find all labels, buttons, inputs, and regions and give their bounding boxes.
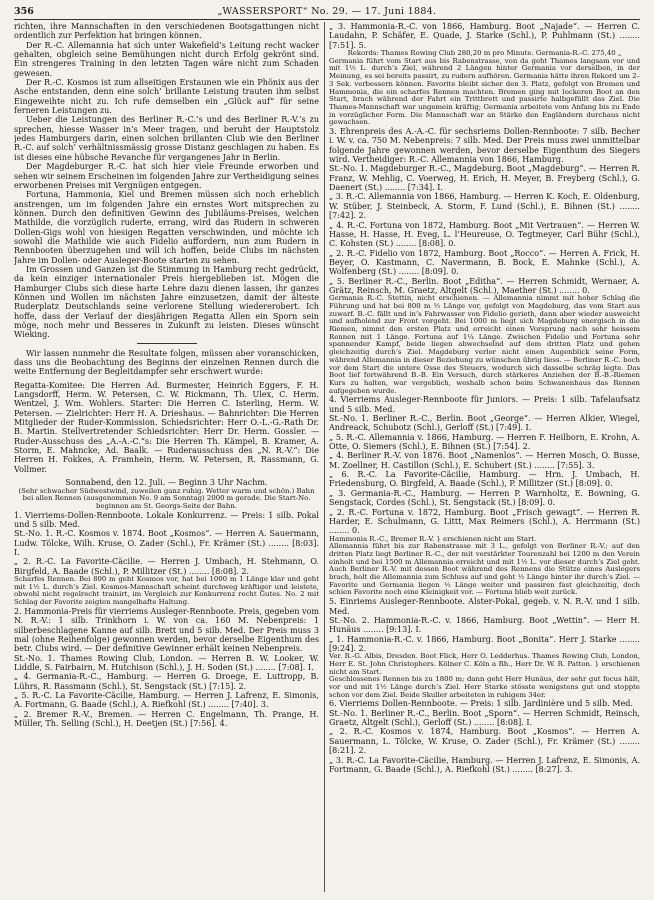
paragraph: „ 3. R.-C. Allemannia von 1866, Hamburg. — Herren K. Koch, E. Oldenburg, W. Stüber, J. Steinbeck, A. Storm, F. Lund (Schl.), E. Bihnen (St.) ........ [7:42]. 2.	[329, 192, 640, 221]
paragraph: St.-No. 1. Berliner R.-C., Berlin. Boot „Sporn“. — Herren Schmidt, Reinsch, Graetz, Altgelt (Schl.), Gerloff (St.) ........ [8:08]. I.	[329, 708, 640, 728]
paragraph: St.-No. 1. Magdeburger R.-C., Magdeburg. Boot „Magdeburg“. — Herren R. Franz, W. Mehlig, C. Voerweg, H. Erich, H. Meyer, B. Freyberg (Schl.), G. Daenert (St.) ........ [7:34]. I.	[329, 164, 640, 193]
paragraph: „ 5. Berliner R.-C., Berlin. Boot „Editha“. — Herren Schmidt, Wernaer, A. Grätz, Reinsch, M. Graetz, Altgelt (Schl.), Maether (St.) ........ 0.	[329, 276, 640, 295]
paragraph: 5. Einriems Ausleger-Rennboote. Alster-Pokal, gegeb. v. N. R.-V. und 1 silb. Med.	[329, 597, 640, 616]
paragraph: Der Magdeburger R.-C. hat sich hier viele Freunde erworben und sehen wir seinem Erscheinen im folgenden Jahre zur Vertheidigung seines erworbenen Preises mit Vergnügen entgegen.	[14, 162, 319, 190]
header-rule	[14, 19, 640, 20]
paragraph: Der R.-C. Allemannia hat sich unter Wakefield’s Leitung recht wacker gehalten, obgleich seine Bemühungen nicht durch Erfolg gekrönt sind. Ein strengeres Training in den letzten Tagen wäre nicht zum Schaden gewesen.	[14, 40, 319, 78]
paragraph: St.-No. 1. Thames Rowing Club, London. — Herren B. W. Looker, W. Liddle, S. Fairbairn, M. Hutchison (Schl.), J. H. Soden (St.) ........ [7:08]. I.	[14, 653, 319, 672]
paragraph: Germania führt vom Start aus bis Rabenstrasse, von da geht Thames langsam vor und mit 1½ L. durch’s Ziel, während 2 Längen hinter Germania vor derselben, in der Meinung, es sei bereits passirt, zu rudern aufhören. Germania hätte ihren Rekord um 2–3 Sek. verbessern können. Favorite bleibt sicher den 3. Platz, gefolgt von Bremen und Hammonia, die ein scharfes Rennen machten. Bremen ging mit lockeren Boot an den Start, brach während der Fahrt ein Trittbrett und passirte halbgefüllt das Ziel. Die Thames-Mannschaft war ungemein kräftig; Germania arbeitete vom Anfang bis zu Ende in vorzüglicher Form. Die Mannschaft war an Stärke den Engländern durchaus nicht gewachsen.	[329, 56, 640, 127]
paragraph: Der R.-C. Kosmos ist zum allseitigen Erstaunen wie ein Phönix aus der Asche entstanden, denn eine solch’ brillante Leistung trauten ihm selbst Eingeweihte nicht zu. Ich rufe demselben ein „Glück auf“ für seine ferneren Leistungen zu.	[14, 78, 319, 116]
right-column	[329, 22, 640, 894]
paragraph: richten, ihre Mannschaften in den verschiedenen Bootsgattungen nicht ordentlich zur Perfektion hat bringen können.	[14, 22, 319, 41]
paragraph: 1. Vierriems-Dollen-Rennboote. Lokale Konkurrenz. — Preis: 1 silb. Pokal und 5 silb. Med.	[14, 510, 319, 529]
paragraph: Allemannia führt bis zur Rabenstrasse mit 3 L., gefolgt von Berliner R.-V.; auf den dritten Platz liegt Berliner R.-C., der mit verstärkter Tourenzahl bei 1200 m den Verein einholt und bei 1500 m Allemannia erreicht und mit 1½ L. vor dieser durch’s Ziel geht. Auch Berliner R.-V. mit dessen Boot während des Rennens die Stütze eines Auslegers brach, holt die Allemannia zum Schluss auf und geht ½ Länge hinter ihr durch’s Ziel. — Favorite und Germania liegen ½ Länge weiter und passiren fast gleichzeitig, doch schien Favorite noch eine Kleinigkeit vor. — Fortuna blieb weit zurück.	[329, 542, 640, 597]
paragraph: „ 2. R.-C. Kosmos v. 1874, Hamburg. Boot „Kosmos“. — Herren A. Sauermann, L. Tölcke, W. Kruse, O. Zader (Schl.), Fr. Krämer (St.) ........ [8:21]. 2.	[329, 727, 640, 756]
paragraph: Wir lassen nunmehr die Resultate folgen, müssen aber voranschicken, dass uns die Beobachtung des Beginns der einzelnen Rennen durch die weite Entfernung der Begleitdampfer sehr erschwert wurde:	[14, 348, 319, 377]
paragraph: „ 4. R.-C. Fortuna von 1872, Hamburg. Boot „Mit Vertrauen“. — Herren W. Hasse, H. Hasse, H. Eveg, L. l’Heureuse, O. Tegtmeyer, Carl Bühr (Schl.), C. Kohsten (St.) ........ [8:08]. 0.	[329, 220, 640, 249]
paragraph: St.-No. 1. R.-C. Kosmos v. 1874. Boot „Kosmos“. — Herren A. Sauermann, Ludw. Tölcke, Wilh. Kruse, O. Zader (Schl.), Fr. Krämer (St.) ........ [8:03]. I.	[14, 529, 319, 557]
paragraph: Regatta-Komitee: Die Herren Ad. Burmester, Heinrich Eggers, F. H. Langsdorff, Herm. W. Petersen, C. W. Rickmann, Th. Ulex, C. Herm. Wentzel, J. Wm. Wohlers. Starter: Die Herren C. Isterling, Herm. W. Petersen. — Zielrichter: Herr H. A. Drieshaus. — Bahnrichter: Die Herren Mitglieder der Ruder-Kommission. Schiedsrichter: Herr O.-L.-G.-Rath Dr. B. Martin. Stellvertretender Schiedsrichter: Herr Dr. Herm. Gossler. — Ruder-Ausschuss des „A.-A.-C.“s: Die Herren Th. Kämpel, B. Kramer, A. Storm, E. Mahncke, Ad. Baalk. — Ruderausschuss des „N. R.-V.“: Die Herren H. Fokkes, A. Framhein, Herm. W. Petersen, R. Rassmann, G. Vollmer.	[14, 380, 319, 474]
section-separator	[137, 343, 197, 344]
page-number: 356	[14, 5, 34, 17]
paragraph: Sonnabend, den 12. Juli. — Beginn 3 Uhr Nachm.	[65, 478, 268, 488]
paragraph: Scharfes Rennen. Bei 800 m geht Kosmos vor, hat bei 1000 m 1 Länge klar und geht mit 1½ L. durch’s Ziel. Kosmos-Mannschaft scheint durchweg kräftiger und leistete, obwohl nicht regelrecht trainirt, im Vergleich zur Konkurrenz recht Gutes. No. 2 mit Schlag der Favorite zeigten mangelhafte Haltung.	[14, 575, 319, 607]
paragraph: Geschlossenes Rennen bis zu 1800 m; dann geht Herr Hunäus, der sehr gut focus hält, vor und mit 1½ Länge durch’s Ziel. Herr Starke stösste wenigstens gut und stoppte schon vor dem Ziel. Beide Skuller arbeiteten in ruhigem 34er.	[329, 675, 640, 699]
paragraph: „ 3. Germania-R.-C., Hamburg. — Herren P. Warnholtz, E. Bowning, G. Sengstack, Cordes (Schl.), St. Sengstack (St.) [8:09]. 0.	[329, 488, 640, 508]
paragraph: „ 5. R.-C. La Favorite-Cäcilie, Hamburg. — Herren J. Lafrenz, E. Simonis, A. Fortmann, G. Baade (Schl.), A. Riefkohl (St.) ........ [7:40]. 3.	[14, 690, 319, 710]
paragraph: Ueber die Leistungen des Berliner R.-C.’s und des Berliner R.-V.’s zu sprechen, hiesse Wasser in’s Meer tragen, und beruht der Hauptstolz jedes Hamburgers darin, einen solchen brillanten Club wie den Berliner R.-C. auf solch’ verhältnissmässig grosse Distanz geschlagen zu haben. Es ist dieses eine hübsche Revanche für vergangenes Jahr in Berlin.	[14, 115, 319, 162]
paragraph: „ 2. Bremer R.-V., Bremen. — Herren C. Engelmann, Th. Prange, H. Müller, Th. Selling (Schl.), H. Deetjen (St.) [7:56]. 4.	[14, 709, 319, 728]
paragraph: „ 4. Germania-R.-C., Hamburg. — Herren G. Droege, E. Luttropp, B. Lührs, R. Rassmann (Schl.), St. Sengstack (St.) [7:15]. 2.	[14, 672, 319, 691]
paragraph: Hammonia R.-C., Bremer R.-V. } erschienen nicht am Start.	[329, 534, 537, 543]
paragraph: „ 3. R.-C. La Favorite-Cäcilie, Hamburg. — Herren J. Lafrenz, E. Simonis, A. Fortmann, G. Baade (Schl.), A. Riefkohl (St.) ........ [8:27]. 3.	[329, 755, 640, 774]
paragraph: Rekords: Thames Rowing Club 280,20 m pro Minute. Germania-R.-C. 275,40 „	[347, 49, 622, 58]
paragraph: 6. Vierriems Dollen-Rennboote. — Preis: 1 silb. Jardinière und 5 silb. Med.	[329, 699, 633, 709]
paragraph: „ 2. R.-C. La Favorite-Cäcilie. — Herren J. Umbach, H. Stehmann, O. Birgfeld, A. Baade (Schl.), P. Millitzer (St.) ........ [8:08]. 2.	[14, 557, 319, 576]
paragraph: Im Grossen und Ganzen ist die Stimmung in Hamburg recht gedrückt, da kein einziger internationaler Preis hiergeblieben ist. Mögen die Hamburger Clubs sich diese harte Lehre dazu dienen lassen, ihr ganzes Können und Wollen im nächsten Jahre einzusetzen, damit der älteste Ruderplatz Deutschlands seine verlorene Stellung wiedererobert. Ich hoffe, dass der Verlauf der diesjährigen Regatta Allen ein Sporn sein möge, noch mehr und Besseres in Zukunft zu leisten. Dieses wünscht Wieking.	[14, 264, 319, 340]
page-header	[14, 4, 640, 18]
paragraph: „ 6. R.-C. La Favorite-Cäcilie, Hamburg. — Hrn. J. Umbach, H. Friedensburg, O. Birgfeld, A. Baade (Schl.), P. Millitzer (St.) [8:09]. 0.	[329, 470, 640, 489]
paragraph: „ 3. Hammonia-R.-C. von 1866, Hamburg. Boot „Najade“. — Herren C. Laudahn, P. Schäfer, E. Quade, J. Starke (Schl.), P. Puhlmann (St.) ........ [7:51]. 5.	[329, 22, 640, 50]
paragraph: (Sehr schwacher Südwestwind, zuweilen ganz ruhig. Wetter warm und schön.) Bahn bei allen Rennen (ausgenommen No. 9 am Sonntag) 2000 m gerade. Die Start-No. beginnen am St. Georgs-Seite der Bahn.	[18, 486, 315, 510]
paragraph: 4. Vierriems Ausleger-Rennboote für Juniors. — Preis: 1 silb. Tafelaufsatz und 5 silb. Med.	[329, 395, 640, 414]
paragraph: 2. Hammonia-Preis für vierriems Ausleger-Rennboote. Preis, gegeben vom N. R.-V.: 1 silb. Trinkhorn i. W. von ca. 160 M. Nebenpreis: 1 silberbeschlagene Kanne auf silb. Brett und 5 silb. Med. Der Preis muss 3 mal (ohne Reihenfolge) gewonnen werden, bevor derselbe Eigenthum des betr. Clubs wird. — Der definitive Gewinner erhält keinen Nebenpreis.	[14, 606, 319, 654]
left-column	[14, 22, 319, 894]
paragraph: „ 5. R.-C. Allemannia v. 1866, Hamburg. — Herren F. Heilborn, E. Krohn, A. Otte, O. Siemers (Schl.), E. Bihnen (St.) [7:54]. 2.	[329, 432, 640, 452]
paragraph: St.-No. 2. Hammonia-R.-C. v. 1866, Hamburg. Boot „Wettin“. — Herr H. Hunäus ........ [9:13]. I.	[329, 615, 640, 635]
paragraph: 3. Ehrenpreis des A.-A.-C. für sechsriems Dollen-Rennboote: 7 silb. Becher i. W. v. ca. 750 M. Nebenpreis: 7 silb. Med. Der Preis muss zwei unmittelbar folgende Jahre gewonnen werden, bevor derselbe Eigenthum des Siegers wird. Vertheidiger: R.-C. Allemannia von 1866, Hamburg.	[329, 127, 640, 165]
paragraph: Fortuna, Hammonia, Kiel und Bremen müssen sich noch erheblich anstrengen, um im folgenden Jahre ein ernstes Wort mitsprechen zu können. Durch den definitiven Gewinn des Jubiläums-Preises, welchen Mathilde, die vorzüglich ruderte, errang, wird das Rudern in schweren Dollen-Gigs wohl von hiesigen Regatten verschwinden, und möchte ich sowohl die Mathilde wie auch Fidelio auffordern, nun zum Rudern in Rennbooten überzugehen und will ich hoffen, beide Clubs im nächsten Jahre im Dollen- oder Ausleger-Boote starten zu sehen.	[14, 190, 319, 265]
paragraph: Germania R.-C. Stettin, nicht erschienen. — Allemannia nimmt mit hoher Schlag die Führung und hat bei 800 m ½ Länge vor, gefolgt von Magdeburg, das vom Start aus zuwarf. B.-C. fällt und in’s Fahrwasser von Fidelio gerieth, dann aber wieder ausweicht und aufholend zur Front vorgeht. Bei 1000 m liegt sich Magdeburg energisch in die Riemen, nimmt den ersten Platz und erreicht einen Vorsprung nach sehr heissem Rennen mit 1 Länge. Fortuna auf 1¼ Länge. Zwischen Fidelio und Fortuna sehr spannender Kampf, beide liegen abwechselnd auf dem dritten Platz und gehen gleichzeitig durch’s Ziel. Magdeburg verlor nicht einen Augenblick seine Form, während Allemannia in dieser Beziehung zu wünschen übrig liess. — Berliner R.-C. boch vor dem Start die untere Osse des Steuers, wodurch sich dasselbe schräg legte. Das Boot lief fortwährend B.-B. Ein Versuch, durch stärkeres Anziehen der B.-B.-Riemen Kurs zu halten, war vergeblich, weshalb schon beim Schwanenhaus das Rennen aufgegeben wurde.	[329, 294, 640, 395]
paragraph: St.-No. 1. Berliner R.-C., Berlin. Boot „George“. — Herren Alkier, Wiegel, Andreack, Schubotz (Schl.), Gerloff (St.) [7:49]. I.	[329, 414, 640, 433]
paragraph: Ver. R.-G. Albis, Dresden. Boot Flick, Herr O. Ledderhus. Thames Rowing Club, London, Herr E. St. John Christophers. Kölner C. Köln a Rh., Herr Dr. W. R. Patton. } erschienen nicht am Start.	[329, 652, 640, 676]
paragraph: „ 4. Berliner R.-V. von 1876. Boot „Namenlos“. — Herren Mosch, O. Busse, M. Zoellner, H. Castillon (Schl.), E. Schubert (St.) ........ [7:55]. 3.	[329, 451, 640, 470]
paragraph: „ 1. Hammonia-R.-C. v. 1866, Hamburg. Boot „Bonita“. Herr J. Starke ........ [9:24]. 2.	[329, 634, 640, 653]
masthead-title: „WASSERSPORT“ No. 29. — 17. Juni 1884.	[217, 5, 437, 17]
paragraph: „ 2. R.-C. Fidelio von 1872, Hamburg. Boot „Rocco“. — Herren A. Frick, H. Beyer, O. Kastmann, C. Navermann, B. Bock, E. Mahnke (Schl.), A. Wolfenberg (St.) ........ [8:09]. 0.	[329, 248, 640, 277]
column-divider	[324, 22, 325, 892]
paragraph: „ 2. R.-C. Fortuna v. 1872, Hamburg. Boot „Frisch gewagt“. — Herren R. Harder, E. Schulmann, G. Littt, Max Reimers (Schl.), A. Herrmann (St.) ........ 0.	[329, 507, 640, 536]
